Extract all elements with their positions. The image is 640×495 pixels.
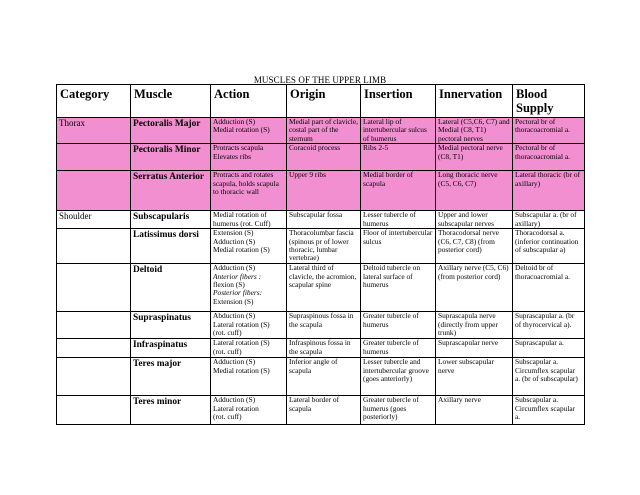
- cell-action: [211, 118, 287, 144]
- table-row: [57, 396, 585, 425]
- cell-innervation: Upper and lower subscapular nerves: [436, 211, 513, 229]
- table-row: [57, 171, 585, 211]
- action-line: flexion (S): [213, 280, 245, 290]
- table-row: [57, 339, 585, 358]
- cell-origin: Thoracolumbar fascia (spinous pr of lower thoracic, lumbar vertebrae): [287, 229, 361, 264]
- action-line: Medial rotation of humerus (rot. Cuff): [213, 210, 271, 228]
- cell-action: [211, 264, 287, 312]
- cell-innervation: Lateral (C5,C6, C7) and Medial (C8, T1) pectoral nerves: [436, 118, 513, 144]
- document-title: MUSCLES OF THE UPPER LIMB: [253, 75, 387, 85]
- cell-insertion: Lesser tubercle and intertubercular groove (goes anteriorly): [361, 358, 436, 396]
- cell-muscle: Teres major: [131, 358, 211, 396]
- cell-muscle: Subscapularis: [131, 211, 211, 229]
- cell-action: [211, 312, 287, 339]
- cell-category: [57, 144, 131, 171]
- cell-muscle: Teres minor: [131, 396, 211, 425]
- action-line: Extension (S): [213, 228, 254, 238]
- cell-innervation: Medial pectoral nerve (C8, T1): [436, 144, 513, 171]
- cell-blood-supply: Subscapular a. Circumflex scapular a. (br of subscapular): [513, 358, 585, 396]
- action-line: Protracts scapula: [213, 143, 264, 153]
- cell-innervation: Suprascapular nerve: [436, 339, 513, 358]
- cell-insertion: Greater tubercle of humerus (goes posteriorly): [361, 396, 436, 425]
- cell-blood-supply: Suprascapular a.: [513, 339, 585, 358]
- header-category: Category: [57, 85, 131, 118]
- action-line: Medial rotation (S): [213, 245, 270, 255]
- cell-blood-supply: Lateral thoracic (br of axillary): [513, 171, 585, 211]
- cell-blood-supply: Suprascapular a. (br of thyrocervical a).: [513, 312, 585, 339]
- header-origin: Origin: [287, 85, 361, 118]
- cell-muscle: Infraspinatus: [131, 339, 211, 358]
- header-action: Action: [211, 85, 287, 118]
- cell-muscle: Supraspinatus: [131, 312, 211, 339]
- cell-blood-supply: Thoracodorsal a. (inferior continuation of subscapular a): [513, 229, 585, 264]
- action-line: Elevates ribs: [213, 151, 251, 161]
- table-body: [57, 118, 585, 425]
- cell-origin: Infraspinous fossa in the scapula: [287, 339, 361, 358]
- table-row: [57, 264, 585, 312]
- cell-blood-supply: Subscapular a. (br of axillary): [513, 211, 585, 229]
- cell-category: [57, 312, 131, 339]
- cell-innervation: Axillary nerve: [436, 396, 513, 425]
- action-line: Adduction (S): [213, 236, 256, 246]
- cell-category: [57, 358, 131, 396]
- cell-category: [57, 396, 131, 425]
- cell-innervation: Long thoracic nerve (C5, C6, C7): [436, 171, 513, 211]
- table-row: [57, 358, 585, 396]
- cell-blood-supply: Pectoral br of thoracoacromial a.: [513, 144, 585, 171]
- table-row: [57, 211, 585, 229]
- cell-insertion: Ribs 2-5: [361, 144, 436, 171]
- cell-blood-supply: Deltoid br of thoracoacromial a.: [513, 264, 585, 312]
- action-line: (rot. cuff): [213, 412, 242, 422]
- cell-origin: Lateral border of scapula: [287, 396, 361, 425]
- cell-category: Shoulder: [57, 211, 131, 229]
- cell-innervation: Lower subscapular nerve: [436, 358, 513, 396]
- action-line: Adduction (S): [213, 357, 256, 367]
- cell-insertion: Greater tubercle of humerus: [361, 339, 436, 358]
- action-line: Abduction (S): [213, 311, 256, 321]
- cell-muscle: Pectoralis Major: [131, 118, 211, 144]
- action-line: Medial rotation (S): [213, 125, 270, 135]
- cell-muscle: Serratus Anterior: [131, 171, 211, 211]
- header-innervation: Innervation: [436, 85, 513, 118]
- cell-blood-supply: Pectoral br of thoracoacromial a.: [513, 118, 585, 144]
- action-line: Lateral rotation: [213, 403, 259, 413]
- cell-insertion: Greater tubercle of humerus: [361, 312, 436, 339]
- cell-blood-supply: Subscapular a. Circumflex scapular a.: [513, 396, 585, 425]
- cell-origin: Subscapular fossa: [287, 211, 361, 229]
- action-line: (rot. cuff): [213, 328, 242, 338]
- cell-category: [57, 229, 131, 264]
- table-row: [57, 229, 585, 264]
- cell-innervation: Suprascapula nerve (directly from upper trunk): [436, 312, 513, 339]
- action-line: Adduction (S): [213, 263, 256, 273]
- action-line: Extension (S): [213, 296, 254, 306]
- cell-insertion: Floor of intertubercular sulcus: [361, 229, 436, 264]
- action-line: Posterior fibers:: [213, 288, 263, 298]
- table-row: [57, 144, 585, 171]
- cell-action: [211, 396, 287, 425]
- cell-origin: Supraspinous fossa in the scapula: [287, 312, 361, 339]
- header-insertion: Insertion: [361, 85, 436, 118]
- action-line: Anterior fibers :: [213, 271, 262, 281]
- cell-action: [211, 144, 287, 171]
- cell-action: [211, 358, 287, 396]
- cell-origin: Lateral third of clavicle, the acromion, scapular spine: [287, 264, 361, 312]
- cell-origin: Medial part of clavicle, costal part of the sternum: [287, 118, 361, 144]
- cell-origin: Coracoid process: [287, 144, 361, 171]
- cell-muscle: Deltoid: [131, 264, 211, 312]
- cell-muscle: Latissimus dorsi: [131, 229, 211, 264]
- action-line: (rot. cuff): [213, 346, 242, 356]
- action-line: Lateral rotation (S): [213, 338, 270, 348]
- cell-action: [211, 211, 287, 229]
- cell-innervation: Axillary nerve (C5, C6) (from posterior cord): [436, 264, 513, 312]
- cell-muscle: Pectoralis Minor: [131, 144, 211, 171]
- action-line: Medial rotation (S): [213, 365, 270, 375]
- cell-insertion: Lesser tubercle of humerus: [361, 211, 436, 229]
- cell-category: [57, 171, 131, 211]
- cell-category: [57, 339, 131, 358]
- table-header-row: [57, 85, 585, 118]
- table-row: [57, 118, 585, 144]
- cell-action: [211, 339, 287, 358]
- cell-action: [211, 171, 287, 211]
- cell-category: [57, 264, 131, 312]
- cell-category: Thorax: [57, 118, 131, 144]
- action-line: Adduction (S): [213, 117, 256, 126]
- muscles-table: [56, 84, 585, 425]
- action-line: Protracts and rotates scapula, holds scapula to thoracic wall: [213, 170, 279, 197]
- action-line: Lateral rotation (S): [213, 319, 270, 329]
- table-row: [57, 312, 585, 339]
- header-blood-supply: Blood Supply: [513, 85, 585, 118]
- cell-insertion: Medial border of scapula: [361, 171, 436, 211]
- cell-insertion: Deltoid tubercle on lateral surface of humerus: [361, 264, 436, 312]
- cell-origin: Inferior angle of scapula: [287, 358, 361, 396]
- action-line: Adduction (S): [213, 395, 256, 405]
- cell-action: [211, 229, 287, 264]
- cell-innervation: Thoracodorsal nerve (C6, C7, C8) (from posterior cord): [436, 229, 513, 264]
- header-muscle: Muscle: [131, 85, 211, 118]
- cell-insertion: Lateral lip of intertubercular sulcus of humerus: [361, 118, 436, 144]
- cell-origin: Upper 9 ribs: [287, 171, 361, 211]
